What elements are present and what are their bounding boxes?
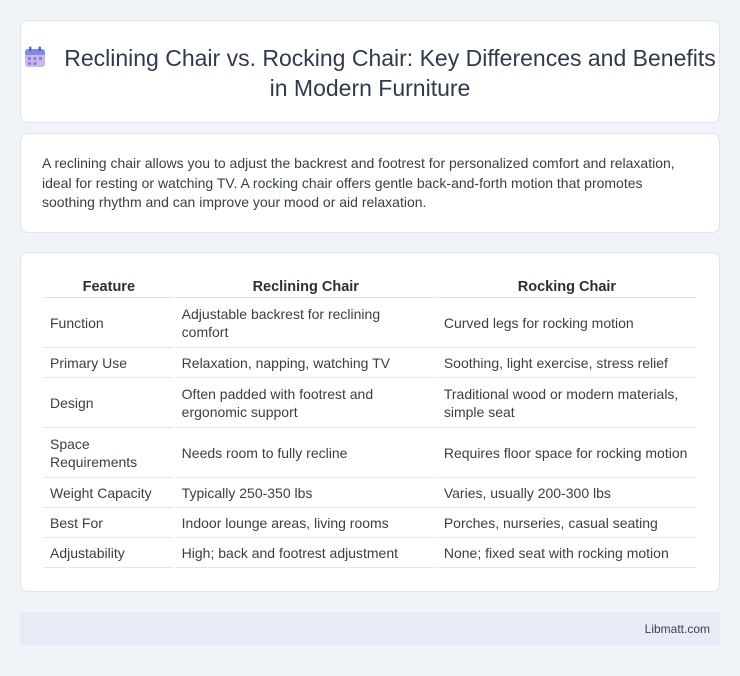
table-row: [44, 538, 696, 568]
feature-cell: Weight Capacity: [44, 478, 174, 508]
comparison-table: [42, 274, 698, 568]
table-row: [44, 478, 696, 508]
table-header-row: [44, 274, 696, 298]
reclining-cell: Often padded with footrest and ergonomic support: [176, 378, 436, 428]
intro-card: [20, 133, 720, 233]
feature-cell: Function: [44, 298, 174, 348]
reclining-cell: Adjustable backrest for reclining comfort: [176, 298, 436, 348]
rocking-cell: Curved legs for rocking motion: [438, 298, 696, 348]
header-rocking-chair: Rocking Chair: [438, 274, 696, 298]
feature-cell: Design: [44, 378, 174, 428]
table-row: [44, 348, 696, 378]
reclining-cell: Typically 250-350 lbs: [176, 478, 436, 508]
comparison-card: [20, 252, 720, 592]
calendar-icon: [24, 46, 46, 68]
intro-paragraph: A reclining chair allows you to adjust the backrest and footrest for personalized comfort and relaxation, ideal for resting or watching TV. A rocking chair offers gentle back-and-forth motion that promotes soothing rhythm and can improve your mood or aid relaxation.: [42, 155, 675, 210]
table-row: [44, 298, 696, 348]
rocking-cell: Soothing, light exercise, stress relief: [438, 348, 696, 378]
footer-bar: [20, 612, 720, 646]
header-feature: Feature: [44, 274, 174, 298]
rocking-cell: Traditional wood or modern materials, simple seat: [438, 378, 696, 428]
page-title-wrap: [21, 43, 719, 103]
page-title: Reclining Chair vs. Rocking Chair: Key Differences and Benefits in Modern Furniture: [64, 45, 716, 101]
feature-cell: Adjustability: [44, 538, 174, 568]
reclining-cell: High; back and footrest adjustment: [176, 538, 436, 568]
rocking-cell: Varies, usually 200-300 lbs: [438, 478, 696, 508]
source-credit: Libmatt.com: [644, 622, 710, 636]
feature-cell: Primary Use: [44, 348, 174, 378]
title-card: [20, 20, 720, 123]
reclining-cell: Relaxation, napping, watching TV: [176, 348, 436, 378]
feature-cell: Space Requirements: [44, 428, 174, 478]
rocking-cell: None; fixed seat with rocking motion: [438, 538, 696, 568]
header-reclining-chair: Reclining Chair: [176, 274, 436, 298]
rocking-cell: Porches, nurseries, casual seating: [438, 508, 696, 538]
reclining-cell: Needs room to fully recline: [176, 428, 436, 478]
table-row: [44, 378, 696, 428]
feature-cell: Best For: [44, 508, 174, 538]
table-row: [44, 508, 696, 538]
reclining-cell: Indoor lounge areas, living rooms: [176, 508, 436, 538]
table-row: [44, 428, 696, 478]
rocking-cell: Requires floor space for rocking motion: [438, 428, 696, 478]
